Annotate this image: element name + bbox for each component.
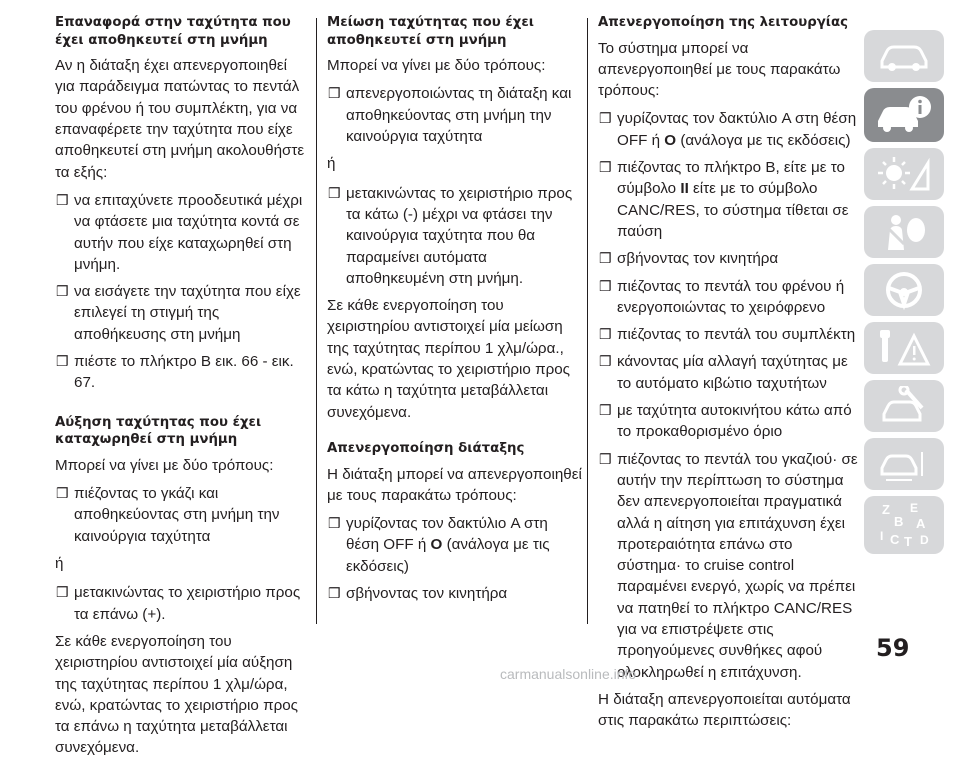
car-icon	[878, 41, 930, 71]
bullet-box-icon: ❒	[599, 326, 612, 343]
list-item-text: γυρίζοντας τον δακτύλιο A στη θέση OFF ή O (ανάλογα με τις εκδόσεις)	[617, 110, 857, 149]
bullet-box-icon: ❒	[328, 515, 341, 532]
list-item-text: κάνοντας μία αλλαγή ταχύτητας με το αυτόματο κιβώτιο ταχυτήτων	[617, 353, 848, 392]
list-item-text: σβήνοντας τον κινητήρα	[617, 250, 779, 268]
list-item	[598, 324, 860, 345]
list-item-text: πιέζοντας το γκάζι και αποθηκεύοντας στη μνήμη την καινούργια ταχύτητα	[74, 485, 280, 545]
paragraph: Σε κάθε ενεργοποίηση του χειριστηρίου αντιστοιχεί μία αύξηση της ταχύτητας περίπου 1 χλμ/ώρα, ενώ, κρατώντας το χειριστήριο προς τα επάνω η ταχύτητα μεταβάλλεται συνεχόμενα.	[55, 632, 298, 757]
column-2	[327, 14, 583, 610]
airbag-seatbelt-icon	[878, 212, 930, 252]
list-item-text: μετακινώντας το χειριστήριο προς τα επάνω (+).	[74, 584, 301, 623]
svg-text:E: E	[910, 501, 919, 515]
svg-text:B: B	[894, 514, 904, 529]
list-item-text: μετακινώντας το χειριστήριο προς τα κάτω (-) μέχρι να φτάσει την καινούργια ταχύτητα που θα παραμείνει αυτόματα αποθηκευμένη στη μνήμη.	[346, 184, 573, 287]
list-item-text: με ταχύτητα αυτοκινήτου κάτω από το προκαθορισμένο όριο	[617, 402, 852, 441]
list-item	[55, 483, 307, 547]
bullet-box-icon: ❒	[599, 250, 612, 267]
list-item	[327, 83, 583, 147]
list-item	[55, 281, 307, 345]
svg-text:C: C	[890, 532, 900, 547]
list-item-text: πιέζοντας το πλήκτρο B, είτε με το σύμβολο II είτε με το σύμβολο CANC/RES, το σύστημα τίθεται σε παύση	[617, 159, 849, 240]
list-item-text: πιέστε το πλήκτρο B εικ. 66 - εικ. 67.	[74, 353, 294, 392]
symbol-pause: II	[680, 180, 689, 198]
column-divider	[587, 18, 588, 624]
list-item	[55, 351, 307, 394]
tab-wrench-car[interactable]	[864, 380, 944, 432]
list-item-text: γυρίζοντας τον δακτύλιο A στη θέση OFF ή O (ανάλογα με τις εκδόσεις)	[346, 515, 550, 575]
paragraph: Μπορεί να γίνει με δύο τρόπους:	[327, 57, 546, 75]
paragraph: Η διάταξη απενεργοποιείται αυτόματα στις παρακάτω περιπτώσεις:	[598, 690, 851, 730]
list-item	[327, 183, 583, 289]
symbol-o: O	[430, 536, 443, 554]
bullet-box-icon: ❒	[56, 283, 69, 300]
watermark: carmanualsonline.info	[500, 666, 637, 682]
list-item	[598, 108, 860, 151]
tab-index[interactable]	[864, 496, 944, 554]
paragraph: Το σύστημα μπορεί να απενεργοποιηθεί με τους παρακάτω τρόπους:	[598, 39, 841, 100]
or-text: ή	[55, 555, 64, 573]
list-item	[598, 449, 860, 683]
bullet-box-icon: ❒	[599, 402, 612, 419]
warning-lights-icon	[876, 155, 932, 193]
svg-text:A: A	[916, 516, 926, 531]
paragraph: Αν η διάταξη έχει απενεργοποιηθεί για παράδειγμα πατώντας το πεντάλ του φρένου ή του συμπλέκτη, για να επαναφέρετε την ταχύτητα που είχε αποθηκευτεί στη μνήμη ακολουθήστε τα εξής:	[55, 57, 305, 181]
paragraph: Μπορεί να γίνει με δύο τρόπους:	[55, 456, 274, 474]
section-heading: Απενεργοποίηση διάταξης	[327, 440, 525, 456]
tab-warning-lights[interactable]	[864, 148, 944, 200]
list-item-text: να εισάγετε την ταχύτητα που είχε επιλεγεί τη στιγμή της αποθήκευσης στη μνήμη	[74, 283, 301, 343]
list-item-text: σβήνοντας τον κινητήρα	[346, 585, 508, 603]
bullet-box-icon: ❒	[599, 159, 612, 176]
bullet-box-icon: ❒	[56, 485, 69, 502]
chapter-sidebar	[864, 30, 944, 560]
list-item	[598, 276, 860, 319]
page-number: 59	[876, 634, 910, 662]
tab-car[interactable]	[864, 30, 944, 82]
list-item-text: να επιταχύνετε προοδευτικά μέχρι να φτάσετε μια ταχύτητα κοντά σε αυτήν που είχε καταχωρηθεί στη μνήμη.	[74, 191, 303, 273]
wrench-car-icon	[876, 386, 932, 426]
bullet-box-icon: ❒	[328, 85, 341, 102]
svg-text:Z: Z	[882, 502, 890, 517]
bullet-box-icon: ❒	[56, 584, 69, 601]
section-heading: Επαναφορά στην ταχύτητα που έχει αποθηκευτεί στη μνήμη	[55, 15, 291, 48]
tab-airbag-seatbelt[interactable]	[864, 206, 944, 258]
section-heading: Μείωση ταχύτητας που έχει αποθηκευτεί στη μνήμη	[327, 15, 534, 48]
column-divider	[316, 18, 317, 624]
list-item-text: πιέζοντας το πεντάλ του γκαζιού· σε αυτήν την περίπτωση το σύστημα δεν απενεργοποιείται πραγματικά αλλά η αίτηση για επιτάχυνση έχει προτεραιότητα επάνω στο σύστημα· το cruise control παραμένει ενεργό, χωρίς να πρέπει να πατηθεί το πλήκτρο CANC/RES για να επιστρέψετε στις προηγούμενες συνθήκες αφού ολοκληρωθεί η επιτάχυνση.	[617, 450, 858, 681]
or-text: ή	[327, 155, 336, 173]
steering-wheel-icon	[882, 270, 926, 310]
bullet-box-icon: ❒	[599, 353, 612, 370]
bullet-box-icon: ❒	[56, 191, 69, 208]
list-item	[327, 513, 583, 577]
bullet-box-icon: ❒	[599, 450, 612, 467]
column-1	[55, 14, 307, 766]
tab-steering-wheel[interactable]	[864, 264, 944, 316]
symbol-o: O	[664, 131, 677, 149]
list-item	[55, 582, 307, 625]
car-data-icon	[876, 444, 932, 484]
svg-text:D: D	[920, 533, 929, 547]
list-item	[55, 190, 307, 275]
column-3	[598, 14, 860, 739]
tab-car-data[interactable]	[864, 438, 944, 490]
svg-text:T: T	[904, 534, 912, 549]
paragraph: Η διάταξη μπορεί να απενεργοποιηθεί με τους παρακάτω τρόπους:	[327, 465, 582, 504]
list-item-text: πιέζοντας το πεντάλ του συμπλέκτη	[617, 326, 856, 344]
index-letters-icon	[874, 500, 934, 550]
bullet-box-icon: ❒	[328, 585, 341, 602]
bullet-box-icon: ❒	[56, 353, 69, 370]
list-item-text: πιέζοντας το πεντάλ του φρένου ή ενεργοποιώντας το χειρόφρενο	[617, 277, 845, 316]
section-heading: Αύξηση ταχύτητας που έχει καταχωρηθεί στη μνήμη	[55, 414, 262, 448]
bullet-box-icon: ❒	[599, 110, 612, 127]
list-item-text: απενεργοποιώντας τη διάταξη και αποθηκεύοντας στη μνήμη την καινούργια ταχύτητα	[346, 85, 572, 146]
list-item	[598, 248, 860, 269]
list-item	[327, 583, 583, 604]
car-info-icon	[874, 95, 934, 135]
tab-warning-triangle-tools[interactable]	[864, 322, 944, 374]
tab-car-info[interactable]	[864, 88, 944, 142]
paragraph: Σε κάθε ενεργοποίηση του χειριστηρίου αντιστοιχεί μία μείωση της ταχύτητας περίπου 1 χλμ/ώρα., ενώ, κρατώντας το χειριστήριο προς τα κάτω η ταχύτητα μεταβάλλεται συνεχόμενα.	[327, 297, 570, 421]
list-item	[598, 400, 860, 443]
section-heading: Απενεργοποίηση της λειτουργίας	[598, 15, 848, 30]
warning-triangle-tools-icon	[876, 328, 932, 368]
list-item	[598, 351, 860, 394]
list-item	[598, 157, 860, 242]
bullet-box-icon: ❒	[599, 277, 612, 294]
svg-text:I: I	[880, 529, 884, 543]
bullet-box-icon: ❒	[328, 184, 341, 201]
